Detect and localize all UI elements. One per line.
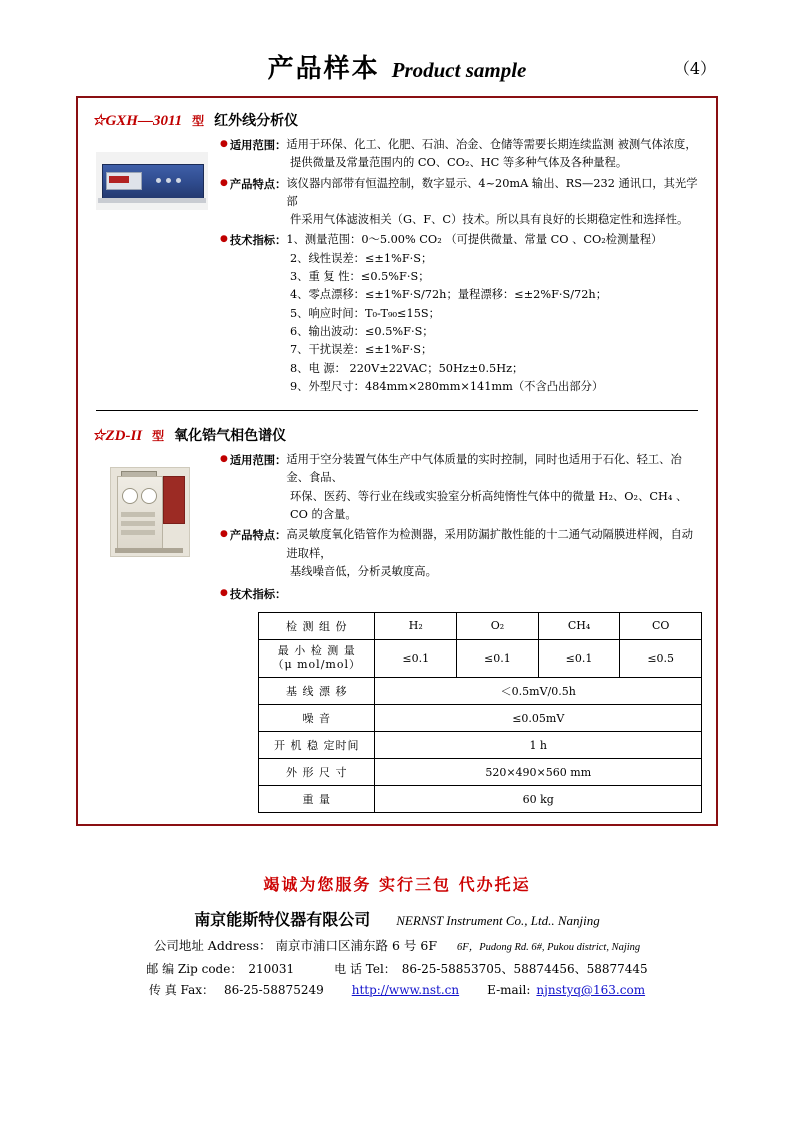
product-section-zd2	[92, 425, 702, 813]
spec-label: 适用范围：	[229, 453, 287, 468]
cell-value-merged: ≤0.05mV	[375, 705, 702, 732]
company-name-cn: 南京能斯特仪器有限公司	[194, 910, 371, 929]
bullet-icon: ●	[220, 139, 228, 149]
product-description-gxh3011	[220, 136, 702, 396]
section-title-zd2	[92, 425, 702, 445]
cell-value-merged: 1 h	[375, 732, 702, 759]
row-label-weight: 重 量	[259, 786, 375, 813]
cell-value: ≤0.1	[457, 639, 539, 678]
product-photo-column	[92, 136, 212, 396]
spec-item: 5、响应时间：T₀-T₉₀≤15S；	[290, 306, 440, 320]
fax-label: 传 真 Fax：	[148, 983, 214, 997]
spec-item: 6、输出波动：≤0.5%F·S；	[290, 324, 434, 338]
spec-block-technical	[220, 231, 702, 249]
cell-value-merged: 520×490×560 mm	[375, 759, 702, 786]
section-divider	[96, 410, 698, 411]
product-name: 红外线分析仪	[214, 113, 299, 129]
row-label-line1: 最 小 检 测 量	[277, 643, 356, 657]
spec-block-application	[220, 136, 702, 154]
product-photo-column	[92, 451, 212, 603]
zip-tel-row	[0, 960, 794, 977]
spec-item: 1、测量范围：0～5.00% CO₂ （可提供微量、常量 CO 、CO₂检测量程）	[286, 233, 663, 247]
address-en: 6F，Pudong Rd. 6#, Pukou district, Najing	[457, 942, 641, 953]
spec-block-technical	[220, 585, 702, 603]
bullet-icon: ●	[220, 454, 228, 465]
website-link[interactable]: http://www.nst.cn	[351, 983, 460, 997]
page-number: （4）	[673, 59, 716, 78]
table-header-co: CO	[620, 612, 702, 639]
spec-label: 产品特点：	[229, 528, 287, 543]
cell-value-merged: ＜0.5mV/0.5h	[375, 678, 702, 705]
infrared-analyzer-photo	[96, 152, 208, 210]
row-label-warmup-time: 开 机 稳 定时间	[259, 732, 375, 759]
row-label-line2: （μ mol/mol）	[272, 658, 361, 672]
address-cn: 南京市浦口区浦东路 6 号 6F	[275, 938, 438, 953]
table-row	[259, 639, 702, 678]
company-row	[0, 907, 794, 930]
spec-table	[258, 612, 702, 814]
product-content-box	[76, 96, 718, 826]
tel-value: 86-25-58853705、58874456、58877445	[401, 962, 648, 976]
spec-label: 适用范围：	[229, 138, 287, 152]
spec-block-features	[220, 175, 702, 212]
product-section-gxh3011	[92, 110, 702, 396]
spec-block-features	[220, 526, 702, 563]
spec-table-wrapper	[258, 612, 702, 814]
address-label: 公司地址 Address：	[153, 938, 272, 953]
bullet-icon: ●	[220, 529, 228, 540]
table-header-o2: O₂	[457, 612, 539, 639]
email-label: E-mail:	[487, 983, 531, 997]
spec-item-list	[290, 250, 702, 396]
page-footer	[0, 872, 794, 998]
bullet-icon: ●	[220, 234, 228, 245]
zip-value: 210031	[248, 962, 295, 976]
section-title-gxh3011	[92, 110, 702, 130]
table-row	[259, 705, 702, 732]
table-row	[259, 732, 702, 759]
table-header-label: 检 测 组 份	[259, 612, 375, 639]
row-label-noise: 噪 音	[259, 705, 375, 732]
cell-value: ≤0.1	[375, 639, 457, 678]
zip-label: 邮 编 Zip code：	[146, 962, 243, 976]
spec-text: 适用于环保、化工、化肥、石油、冶金、仓储等需要长期连续监测 被测气体浓度，	[286, 138, 697, 151]
cell-value: ≤0.5	[620, 639, 702, 678]
footer-slogan: 竭诚为您服务 实行三包 代办托运	[263, 875, 531, 894]
spec-item: 3、重 复 性：≤0.5%F·S；	[290, 270, 430, 284]
spec-item: 4、零点漂移：≤±1%F·S/72h；量程漂移：≤±2%F·S/72h；	[290, 288, 608, 302]
product-model-suffix: 型	[192, 114, 205, 128]
spec-text: 高灵敏度氧化锆管作为检测器，采用防漏扩散性能的十二通气动隔膜进样阀，自动进取样，	[286, 528, 694, 560]
spec-label: 产品特点：	[229, 176, 287, 191]
table-header-h2: H₂	[375, 612, 457, 639]
fax-value: 86-25-58875249	[224, 983, 324, 997]
spec-text-cont: 环保、医药、等行业在线或实验室分析高纯惰性气体中的微量 H₂、O₂、CH₄ 、 CO 的含量。	[290, 489, 688, 522]
table-row	[259, 678, 702, 705]
email-link[interactable]: njnstyq@163.com	[536, 983, 646, 997]
spec-item: 8、电 源： 220V±22VAC；50Hz±0.5Hz；	[290, 361, 524, 375]
page-title-cn: 产品样本	[267, 54, 380, 84]
table-header-ch4: CH₄	[538, 612, 620, 639]
table-header-row	[259, 612, 702, 639]
fax-web-email-row	[0, 981, 794, 998]
product-name: 氧化锆气相色谱仪	[174, 428, 287, 445]
cell-value-merged: 60 kg	[375, 786, 702, 813]
spec-item: 9、外型尺寸：484mm×280mm×141mm（不含凸出部分）	[290, 379, 604, 393]
spec-text-cont: 提供微量及常量范围内的 CO、CO₂、HC 等多种气体及各种量程。	[290, 156, 628, 170]
cell-value: ≤0.1	[538, 639, 620, 678]
tel-label: 电 话 Tel：	[334, 962, 396, 976]
spec-item: 2、线性误差：≤±1%F·S；	[290, 251, 433, 265]
bullet-icon: ●	[220, 588, 228, 599]
row-label-baseline-drift: 基 线 漂 移	[259, 678, 375, 705]
address-row	[0, 936, 794, 954]
row-label-dimensions: 外 形 尺 寸	[259, 759, 375, 786]
spec-block-application	[220, 451, 702, 488]
product-description-zd2	[220, 451, 702, 603]
spec-text-cont: 件采用气体滤波相关（G、F、C）技术。所以具有良好的长期稳定性和选择性。	[290, 213, 689, 227]
row-label-min-detection	[259, 639, 375, 678]
table-row	[259, 786, 702, 813]
spec-text: 该仪器内部带有恒温控制，数字显示、4~20mA 输出、RS—232 通讯口，其光学部	[286, 176, 698, 208]
spec-item: 7、干扰误差：≤±1%F·S；	[290, 343, 433, 357]
gas-chromatograph-photo	[110, 467, 190, 557]
spec-label: 技术指标：	[229, 587, 287, 602]
spec-label: 技术指标：	[229, 233, 287, 248]
table-row	[259, 759, 702, 786]
page-title-en: Product sample	[391, 58, 527, 82]
product-model-suffix: 型	[152, 429, 165, 444]
spec-text: 适用于空分装置气体生产中气体质量的实时控制，同时也适用于石化、轻工、冶金、食品、	[286, 453, 682, 485]
spec-text-cont: 基线噪音低，分析灵敏度高。	[290, 564, 437, 578]
product-model: ☆GXH—3011	[92, 113, 183, 129]
bullet-icon: ●	[220, 177, 228, 188]
company-name-en: NERNST Instrument Co., Ltd.. Nanjing	[396, 913, 600, 928]
product-model: ☆ZD-II	[92, 428, 143, 445]
